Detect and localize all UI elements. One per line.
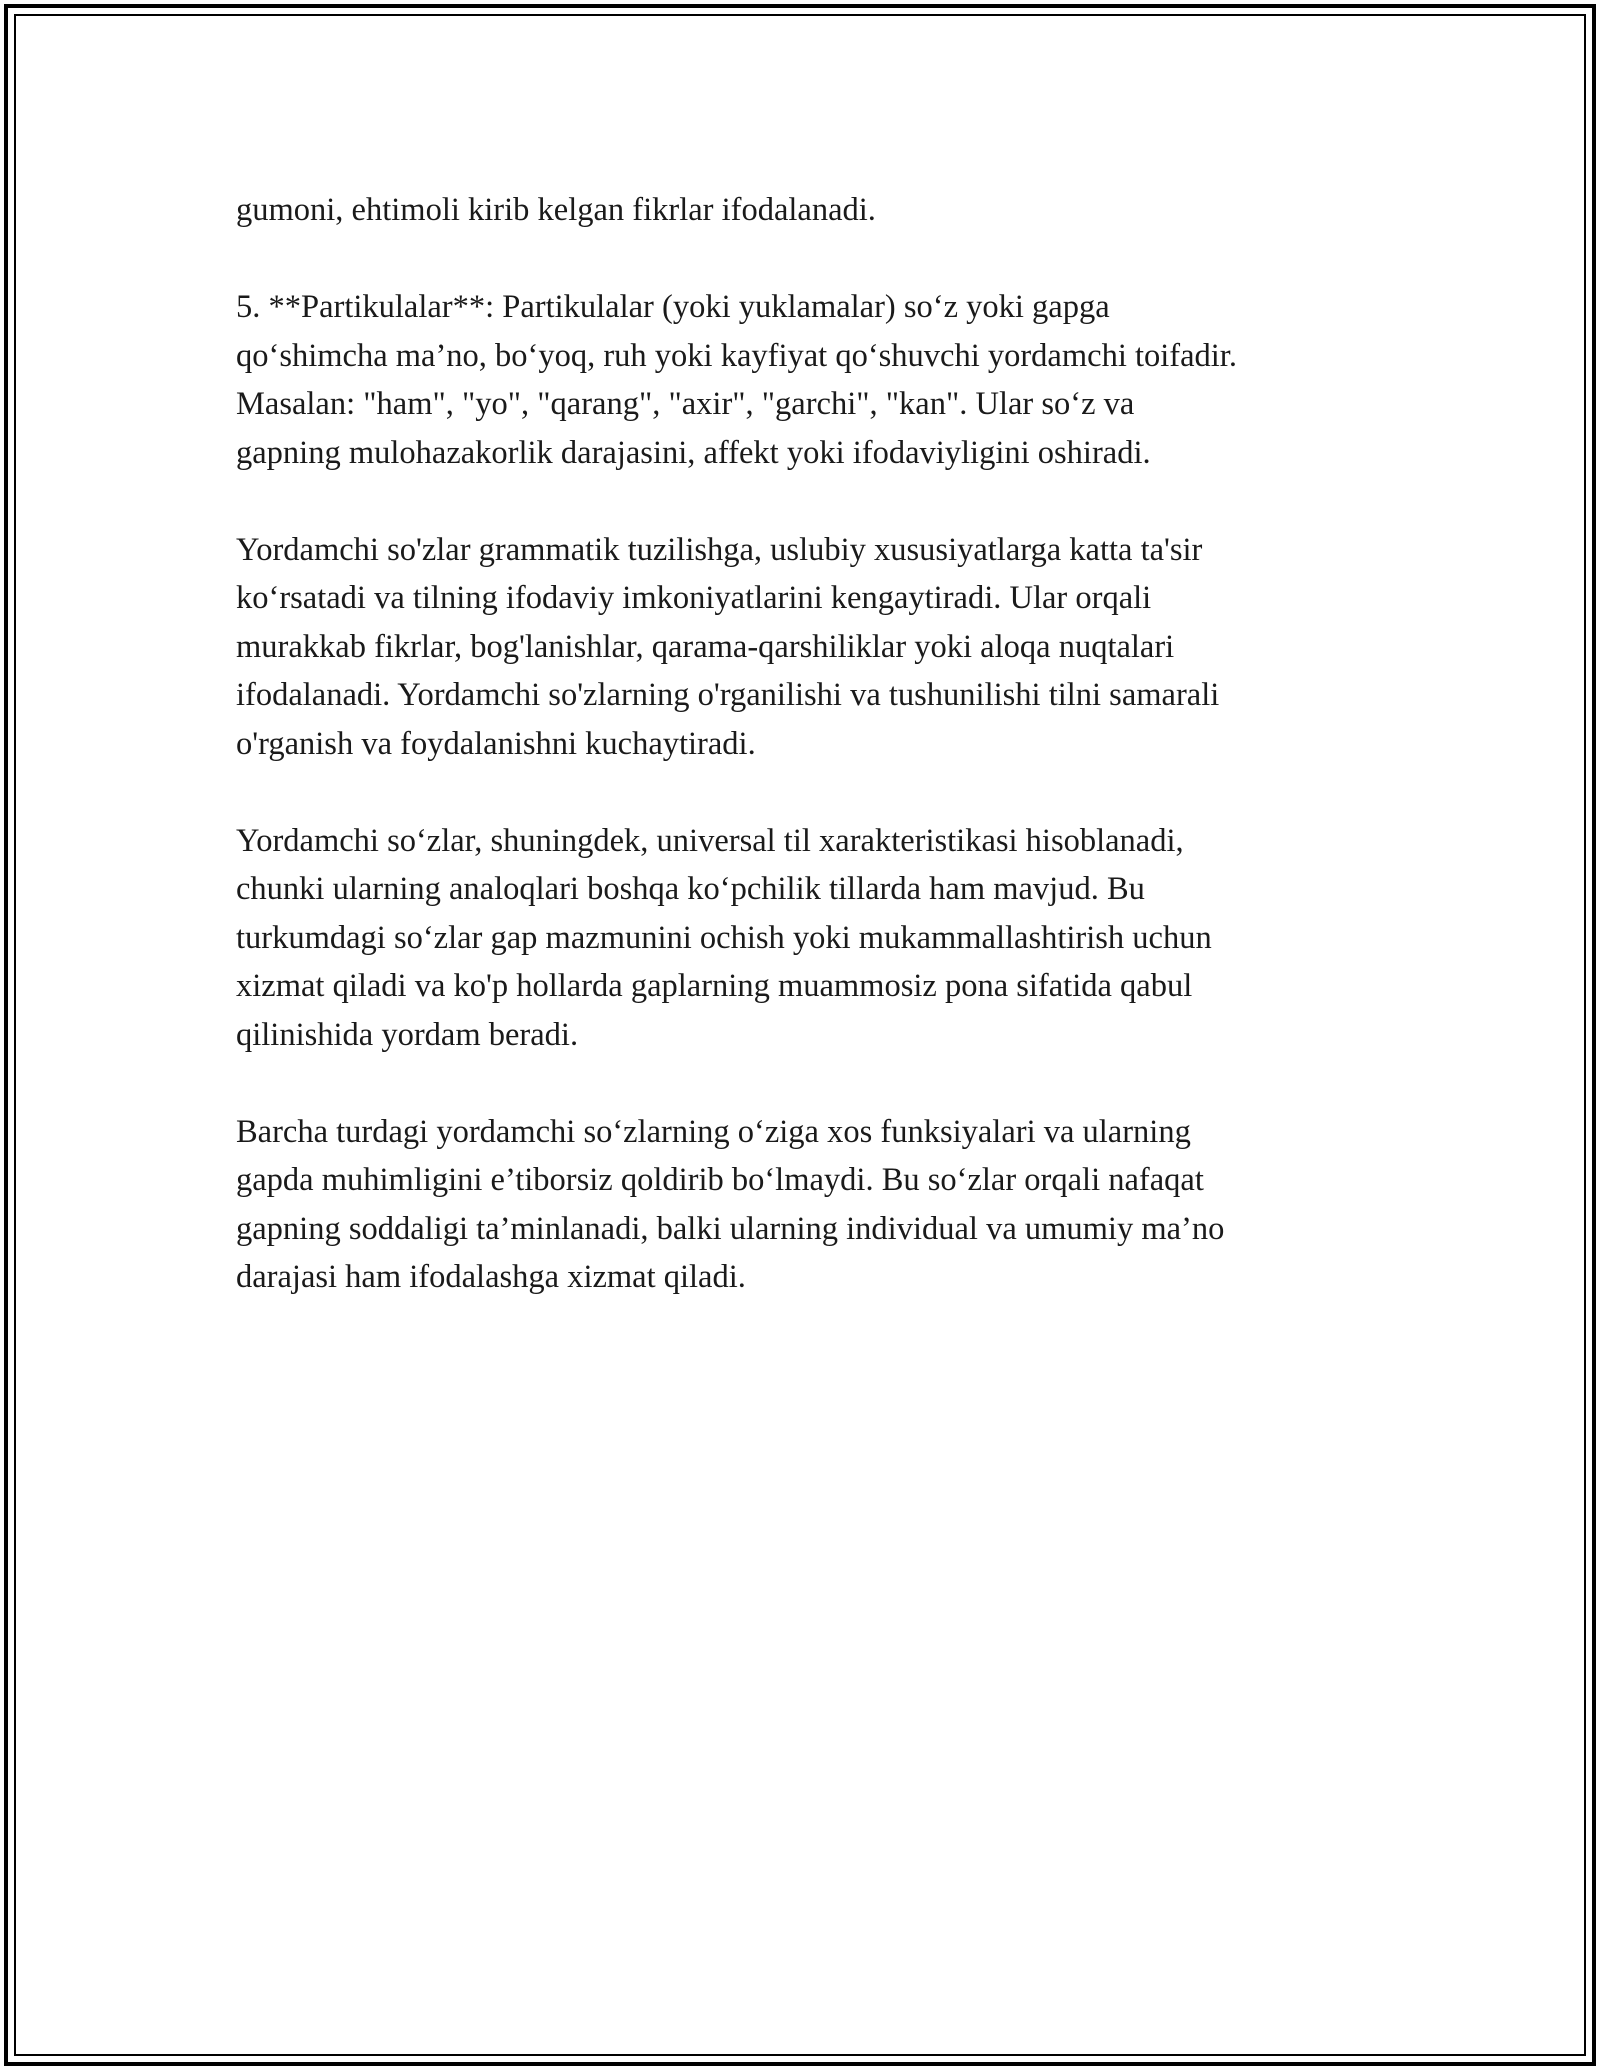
text-line: gapning mulohazakorlik darajasini, affekt yoki ifodaviyligini oshiradi. — [236, 434, 1151, 471]
text-line: gapda muhimligini e’tiborsiz qoldirib bo‘lmaydi. Bu so‘zlar orqali nafaqat — [236, 1162, 1204, 1198]
text-line: turkumdagi so‘zlar gap mazmunini ochish yoki mukammallashtirish uchun — [236, 919, 1212, 956]
text-line: qilinishida yordam beradi. — [236, 1016, 579, 1053]
text-line: Yordamchi so'zlar grammatik tuzilishga, uslubiy xususiyatlarga katta ta'sir — [236, 531, 1203, 568]
text-line: darajasi ham ifodalashga xizmat qiladi. — [236, 1259, 746, 1295]
text-line: Masalan: "ham", "yo", "qarang", "axir", "garchi", "kan". Ular so‘z va — [236, 386, 1135, 422]
text-line: ifodalanadi. Yordamchi so'zlarning o'rganilishi va tushunilishi tilni samarali — [236, 677, 1220, 713]
paragraph-4 — [236, 817, 1386, 1060]
text-line: Yordamchi so‘zlar, shuningdek, universal til xarakteristikasi hisoblanadi, — [236, 822, 1184, 859]
paragraph-3 — [236, 526, 1386, 769]
text-line: gapning soddaligi ta’minlanadi, balki ularning individual va umumiy ma’no — [236, 1210, 1225, 1247]
paragraph-5 — [236, 1108, 1386, 1302]
paragraph-1 — [236, 186, 1386, 235]
text-line: Barcha turdagi yordamchi so‘zlarning o‘ziga xos funksiyalari va ularning — [236, 1113, 1191, 1150]
text-line: xizmat qiladi va ko'p hollarda gaplarning muammosiz pona sifatida qabul — [236, 968, 1193, 1004]
text-line: murakkab fikrlar, bog'lanishlar, qarama-qarshiliklar yoki aloqa nuqtalari — [236, 628, 1175, 665]
text-line: ko‘rsatadi va tilning ifodaviy imkoniyatlarini kengaytiradi. Ular orqali — [236, 580, 1152, 616]
text-line: o'rganish va foydalanishni kuchaytiradi. — [236, 725, 756, 762]
text-line: qo‘shimcha ma’no, bo‘yoq, ruh yoki kayfiyat qo‘shuvchi yordamchi toifadir. — [236, 337, 1237, 374]
text-line: gumoni, ehtimoli kirib kelgan fikrlar ifodalanadi. — [236, 192, 876, 228]
document-body — [236, 186, 1386, 1350]
paragraph-2 — [236, 283, 1386, 477]
text-line: chunki ularning analoqlari boshqa ko‘pchilik tillarda ham mavjud. Bu — [236, 871, 1145, 907]
text-line: 5. **Partikulalar**: Partikulalar (yoki yuklamalar) so‘z yoki gapga — [236, 289, 1110, 325]
